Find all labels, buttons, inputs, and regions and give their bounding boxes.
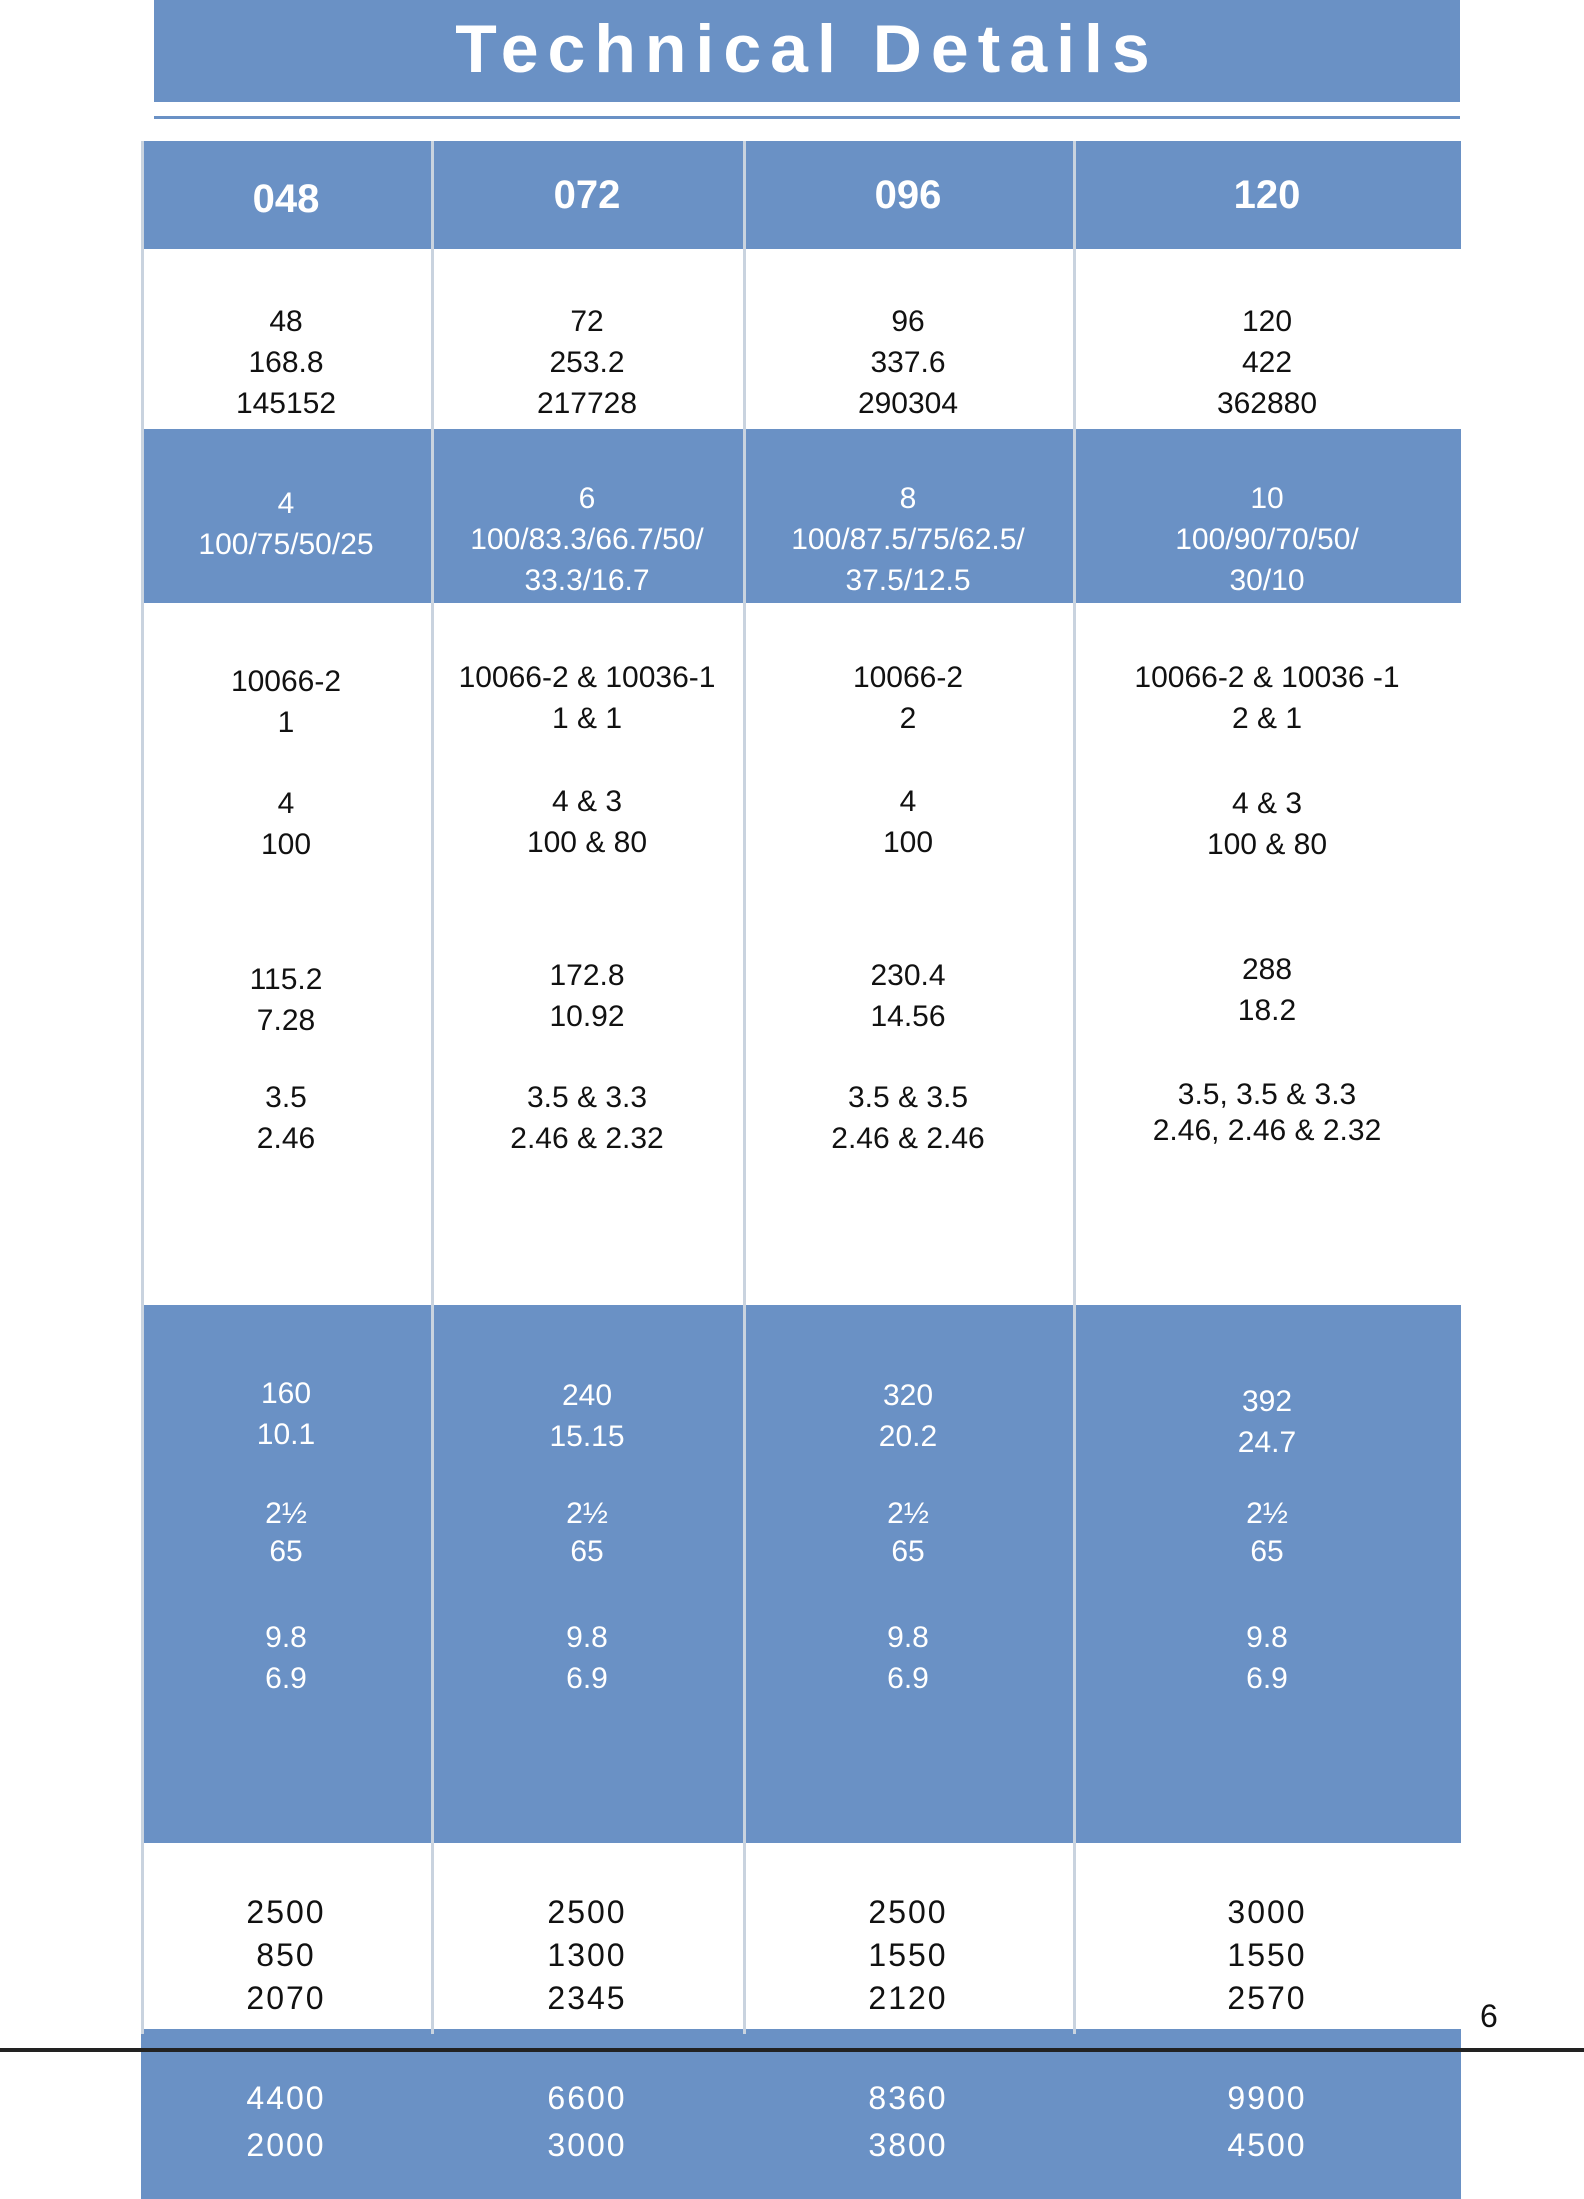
table-cell: 288 18.2: [1237, 953, 1297, 1027]
table-cell: 240 15.15: [549, 1379, 625, 1453]
column-header: 048: [252, 177, 320, 221]
table-cell: 9.8 6.9: [887, 1621, 929, 1695]
table-cell: 392 24.7: [1237, 1385, 1297, 1459]
table-cell: 9.8 6.9: [265, 1621, 307, 1695]
table-cell: 09036 2: [244, 1219, 328, 1293]
table-cell: 2500 850 2070: [246, 1894, 326, 2016]
table-cell: 10066-2 1: [230, 665, 342, 739]
table-cell: 2½ 65: [1246, 1497, 1288, 1568]
table-cell: 2500 1550 2120: [868, 1894, 948, 2016]
table-cell: 6 100/83.3/66.7/50/ 33.3/16.7: [470, 482, 704, 597]
column-header: 096: [874, 173, 942, 217]
page-title: Technical Details: [154, 0, 1460, 102]
table-cell: 9.8 6.9: [1246, 1621, 1288, 1695]
table-cell: 4 & 3 100 & 80: [526, 785, 648, 859]
table-cell: 9900 4500: [1227, 2080, 1307, 2163]
table-cell: 4 100: [260, 787, 312, 861]
table-cell: 8360 3800: [868, 2080, 948, 2163]
table-cell: 3000 1550 2570: [1227, 1894, 1307, 2016]
table-cell: 4400 2000: [246, 2080, 326, 2163]
table-cell: 160 10.1: [256, 1377, 316, 1451]
table-cell: 09036 4: [866, 1219, 950, 1293]
table-cell: 48 168.8 145152: [235, 305, 337, 420]
table-cell: 96 337.6 290304: [857, 305, 959, 420]
table-cell: 8 100/87.5/75/62.5/ 37.5/12.5: [791, 482, 1025, 597]
column-header: 072: [553, 173, 621, 217]
technical-details-table: [141, 141, 1461, 2163]
table-cell: 2½ 65: [265, 1497, 307, 1568]
table-cell: 320 20.2: [878, 1379, 938, 1453]
footer-rule: [0, 2048, 1584, 2052]
table-cell: 2½ 65: [887, 1497, 929, 1568]
title-underline: [154, 116, 1460, 119]
table-cell: 3.5 & 3.3 2.46 & 2.32: [510, 1081, 664, 1155]
table-cell: 3.5, 3.5 & 3.3 2.46, 2.46 & 2.32: [1152, 1078, 1382, 1147]
table-cell: 4 100/75/50/25: [198, 487, 374, 561]
table-cell: 09036 3: [545, 1219, 629, 1293]
table-cell: 3.5 2.46: [256, 1081, 316, 1155]
table-cell: 172.8 10.92: [549, 959, 625, 1033]
table-cell: 72 253.2 217728: [536, 305, 638, 420]
table-cell: 10066-2 & 10036-1 1 & 1: [458, 661, 716, 735]
table-cell: 2½ 65: [566, 1497, 608, 1568]
table-cell: 2500 1300 2345: [547, 1894, 627, 2016]
table-cell: 4 & 3 100 & 80: [1206, 787, 1328, 861]
table-cell: 10066-2 & 10036 -1 2 & 1: [1134, 661, 1400, 735]
table-cell: 10066-2 2: [852, 661, 964, 735]
table-cell: 10 100/90/70/50/ 30/10: [1175, 482, 1359, 597]
column-header: 120: [1233, 173, 1301, 217]
table-cell: 9.8 6.9: [566, 1621, 608, 1695]
table-cell: 4 100: [882, 785, 934, 859]
table-cell: 6600 3000: [547, 2080, 627, 2163]
table-cell: 3.5 & 3.5 2.46 & 2.46: [831, 1081, 985, 1155]
table-cell: 115.2 7.28: [249, 963, 323, 1037]
table-cell: 120 422 362880: [1216, 305, 1318, 420]
table-cell: 230.4 14.56: [870, 959, 946, 1033]
table-cell: 09036 5: [1225, 1219, 1309, 1293]
page-number: 6: [1480, 1998, 1498, 2034]
